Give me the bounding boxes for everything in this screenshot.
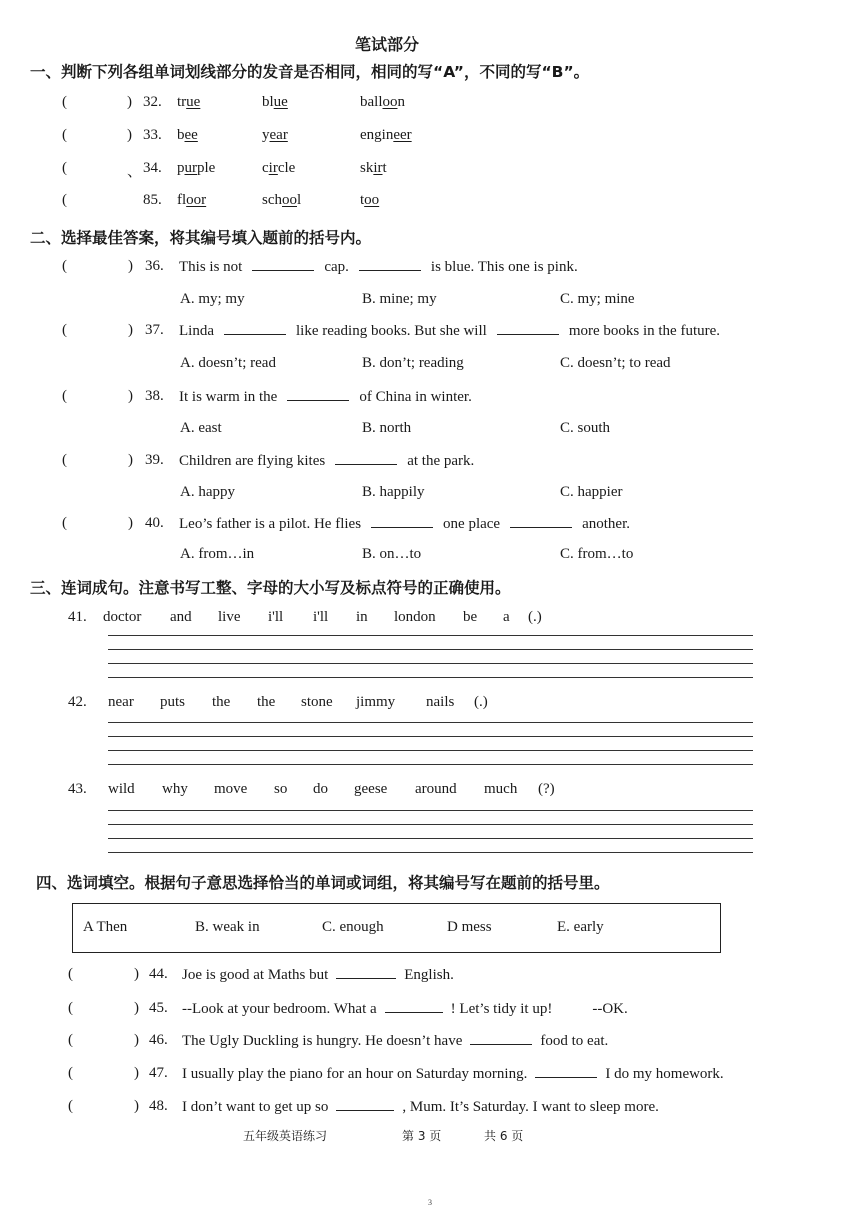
- answer-paren-open: (: [68, 1000, 73, 1016]
- phonics-word: [360, 94, 405, 111]
- question-segment: It is warm in the: [179, 389, 278, 405]
- scrambled-word: wild: [108, 781, 135, 797]
- scrambled-word: jimmy: [356, 694, 396, 710]
- phonics-word: [262, 127, 288, 144]
- question-segment: at the park.: [407, 453, 475, 469]
- section-3-instruction: 三、连词成句。注意书写工整、字母的大小写及标点符号的正确使用。: [30, 579, 511, 597]
- answer-blank[interactable]: [72, 388, 124, 406]
- footer-page: 第 3 页: [402, 1129, 442, 1143]
- word-part: n: [397, 94, 405, 110]
- scrambled-word: live: [218, 609, 241, 625]
- answer-option[interactable]: B. on…to: [362, 546, 422, 562]
- answer-option[interactable]: A. happy: [180, 484, 235, 500]
- fill-in-blank[interactable]: [359, 258, 421, 271]
- question-number: 48.: [149, 1098, 168, 1114]
- answer-option[interactable]: B. mine; my: [362, 291, 437, 307]
- question-text: [182, 1032, 608, 1050]
- question-number: 46.: [149, 1032, 168, 1048]
- answer-blank[interactable]: [72, 94, 124, 112]
- scrambled-word: the: [212, 694, 231, 710]
- question-text: [182, 966, 454, 984]
- answer-paren-open: (: [62, 160, 67, 176]
- scrambled-word: and: [170, 609, 192, 625]
- question-segment: I do my homework.: [605, 1066, 724, 1082]
- question-text: [182, 1000, 628, 1018]
- underlined-letters: eer: [393, 127, 412, 143]
- answer-option[interactable]: C. south: [560, 420, 611, 436]
- answer-blank[interactable]: [72, 258, 124, 276]
- question-number: 38.: [145, 388, 164, 404]
- word-part: bl: [262, 94, 274, 110]
- answer-option[interactable]: A. doesn’t; read: [180, 355, 276, 371]
- fill-in-blank[interactable]: [385, 1000, 443, 1013]
- phonics-word: [360, 192, 379, 209]
- word-bank-box: [72, 903, 721, 953]
- answer-blank[interactable]: [72, 192, 124, 210]
- answer-paren-open: (: [62, 127, 67, 143]
- scrambled-word: (?): [538, 781, 555, 797]
- fill-in-blank[interactable]: [336, 966, 396, 979]
- question-segment: Leo’s father is a pilot. He flies: [179, 516, 362, 532]
- answer-blank[interactable]: [72, 452, 124, 470]
- question-number: 41.: [68, 609, 87, 625]
- answer-paren-close: ): [128, 388, 133, 404]
- footer-subject: 五年级英语练习: [243, 1129, 328, 1143]
- question-text: [179, 388, 472, 406]
- answer-option[interactable]: A. my; my: [180, 291, 245, 307]
- word-part: t: [382, 160, 387, 176]
- word-part: c: [262, 160, 269, 176]
- answer-paren-close: ): [128, 515, 133, 531]
- phonics-word: [177, 94, 200, 111]
- answer-paren-open: (: [62, 192, 67, 208]
- underlined-letters: ee: [184, 127, 198, 143]
- answer-option[interactable]: A. from…in: [180, 546, 255, 562]
- answer-paren-close: ): [134, 1098, 139, 1114]
- scrambled-word: do: [313, 781, 328, 797]
- question-text: [182, 1065, 724, 1083]
- word-part: engin: [360, 127, 394, 143]
- question-number: 33.: [143, 127, 162, 143]
- question-segment: Linda: [179, 323, 214, 339]
- answer-blank[interactable]: [78, 1000, 130, 1018]
- phonics-word: [360, 160, 387, 177]
- fill-in-blank[interactable]: [535, 1065, 597, 1078]
- section-4-instruction: 四、选词填空。根据句子意思选择恰当的单词或词组，将其编号写在题前的括号里。: [36, 874, 610, 892]
- phonics-word: [262, 94, 288, 111]
- answer-option[interactable]: A. east: [180, 420, 222, 436]
- question-number: 44.: [149, 966, 168, 982]
- answer-blank[interactable]: [72, 515, 124, 533]
- underlined-letters: oo: [282, 192, 297, 208]
- word-bank-option-a: A Then: [83, 919, 128, 935]
- word-part: l: [297, 192, 302, 208]
- answer-paren-close: ): [134, 1000, 139, 1016]
- question-number: 36.: [145, 258, 164, 274]
- underlined-letters: ur: [184, 160, 197, 176]
- answer-option[interactable]: C. doesn’t; to read: [560, 355, 671, 371]
- scrambled-word: doctor: [103, 609, 142, 625]
- word-part: sk: [360, 160, 374, 176]
- word-part: cle: [277, 160, 296, 176]
- answer-paren-open: (: [62, 388, 67, 404]
- answer-paren-close: ): [134, 1032, 139, 1048]
- answer-paren-close: ): [128, 452, 133, 468]
- writing-line[interactable]: [108, 764, 753, 765]
- page-number: 3: [428, 1198, 432, 1207]
- scrambled-word: i'll: [268, 609, 284, 625]
- answer-paren-close: ): [127, 127, 132, 143]
- writing-line[interactable]: [108, 635, 753, 636]
- word-bank-option-e: E. early: [557, 919, 604, 935]
- scrambled-word: london: [394, 609, 436, 625]
- word-part: sch: [262, 192, 282, 208]
- writing-line[interactable]: [108, 677, 753, 678]
- question-number: 32.: [143, 94, 162, 110]
- scrambled-word: a: [503, 609, 510, 625]
- question-segment: one place: [443, 516, 501, 532]
- question-segment: English.: [404, 967, 454, 983]
- fill-in-blank[interactable]: [287, 388, 349, 401]
- writing-line[interactable]: [108, 810, 753, 811]
- answer-paren-open: (: [68, 1065, 73, 1081]
- question-segment: Joe is good at Maths but: [182, 967, 329, 983]
- underlined-letters: oor: [186, 192, 207, 208]
- question-text: [179, 322, 720, 340]
- word-bank-option-d: D mess: [447, 919, 492, 935]
- question-number: 42.: [68, 694, 87, 710]
- question-number: 39.: [145, 452, 164, 468]
- phonics-word: [177, 127, 198, 144]
- section-1-instruction: 一、判断下列各组单词划线部分的发音是否相同，相同的写“A”，不同的写“B”。: [30, 63, 590, 81]
- underlined-letters: ir: [373, 160, 383, 176]
- question-segment: is blue. This one is pink.: [430, 259, 578, 275]
- fill-in-blank[interactable]: [252, 258, 314, 271]
- answer-paren-close: ): [134, 1065, 139, 1081]
- answer-blank[interactable]: [78, 1032, 130, 1050]
- word-part: b: [177, 127, 185, 143]
- question-segment: like reading books. But she will: [296, 323, 487, 339]
- question-segment: Children are flying kites: [179, 453, 326, 469]
- scrambled-word: in: [356, 609, 368, 625]
- underlined-letters: ir: [268, 160, 278, 176]
- phonics-word: [262, 160, 295, 177]
- answer-option[interactable]: B. happily: [362, 484, 425, 500]
- footer-total: 共 6 页: [484, 1129, 524, 1143]
- scrambled-word: move: [214, 781, 248, 797]
- answer-paren-close: ): [128, 258, 133, 274]
- scrambled-word: puts: [160, 694, 186, 710]
- question-number: 34.: [143, 160, 162, 176]
- writing-line[interactable]: [108, 736, 753, 737]
- answer-paren-open: (: [62, 515, 67, 531]
- question-segment: I don’t want to get up so: [182, 1099, 329, 1115]
- question-text: [182, 1098, 659, 1116]
- writing-line[interactable]: [108, 750, 753, 751]
- question-segment: ! Let’s tidy it up!: [450, 1001, 553, 1017]
- answer-paren-open: (: [62, 322, 67, 338]
- scrambled-word: stone: [301, 694, 333, 710]
- scrambled-word: (.): [474, 694, 488, 710]
- phonics-word: [360, 127, 412, 144]
- scrambled-word: near: [108, 694, 134, 710]
- page-title: 笔试部分: [355, 37, 420, 54]
- question-segment: , Mum. It’s Saturday. I want to sleep more.: [402, 1099, 659, 1115]
- fill-in-blank[interactable]: [510, 515, 572, 528]
- answer-option[interactable]: C. from…to: [560, 546, 634, 562]
- word-bank-option-c: C. enough: [322, 919, 384, 935]
- answer-option[interactable]: B. north: [362, 420, 412, 436]
- answer-blank[interactable]: [72, 322, 124, 340]
- scrambled-word: geese: [354, 781, 388, 797]
- answer-blank[interactable]: [72, 127, 124, 145]
- answer-paren-close: ): [127, 94, 132, 110]
- answer-paren-open: (: [62, 452, 67, 468]
- scrambled-word: around: [415, 781, 457, 797]
- writing-line[interactable]: [108, 824, 753, 825]
- word-part: p: [177, 160, 185, 176]
- writing-line[interactable]: [108, 838, 753, 839]
- word-part: fl: [177, 192, 187, 208]
- scrambled-word: much: [484, 781, 518, 797]
- word-part: ball: [360, 94, 383, 110]
- answer-option[interactable]: B. don’t; reading: [362, 355, 464, 371]
- question-segment: more books in the future.: [568, 323, 721, 339]
- word-part: t: [360, 192, 365, 208]
- answer-paren-close: ): [134, 966, 139, 982]
- question-segment: --OK.: [592, 1001, 628, 1017]
- word-part: y: [262, 127, 270, 143]
- writing-line[interactable]: [108, 722, 753, 723]
- question-segment: This is not: [179, 259, 243, 275]
- answer-option[interactable]: C. my; mine: [560, 291, 635, 307]
- answer-option[interactable]: C. happier: [560, 484, 623, 500]
- question-number: 47.: [149, 1065, 168, 1081]
- question-segment: --Look at your bedroom. What a: [182, 1001, 377, 1017]
- answer-blank[interactable]: [78, 966, 130, 984]
- question-text: [179, 258, 578, 276]
- answer-paren-close: 、: [127, 164, 143, 180]
- underlined-letters: oo: [364, 192, 380, 208]
- scrambled-word: be: [463, 609, 478, 625]
- phonics-word: [177, 160, 215, 177]
- scrambled-word: why: [162, 781, 188, 797]
- answer-paren-open: (: [68, 1032, 73, 1048]
- scrambled-word: (.): [528, 609, 542, 625]
- underlined-letters: ear: [269, 127, 288, 143]
- answer-blank[interactable]: [78, 1098, 130, 1116]
- fill-in-blank[interactable]: [470, 1032, 532, 1045]
- answer-paren-open: (: [62, 258, 67, 274]
- question-segment: food to eat.: [540, 1033, 609, 1049]
- scrambled-word: nails: [426, 694, 455, 710]
- fill-in-blank[interactable]: [335, 452, 397, 465]
- word-part: ple: [197, 160, 216, 176]
- phonics-word: [177, 192, 206, 209]
- writing-line[interactable]: [108, 852, 753, 853]
- question-text: [179, 515, 630, 533]
- fill-in-blank[interactable]: [371, 515, 433, 528]
- answer-blank[interactable]: [78, 1065, 130, 1083]
- answer-paren-close: ): [128, 322, 133, 338]
- section-2-instruction: 二、选择最佳答案，将其编号填入题前的括号内。: [30, 229, 372, 247]
- question-segment: of China in winter.: [359, 389, 472, 405]
- answer-paren-open: (: [62, 94, 67, 110]
- answer-paren-open: (: [68, 1098, 73, 1114]
- question-number: 85.: [143, 192, 162, 208]
- scrambled-word: the: [257, 694, 276, 710]
- question-number: 43.: [68, 781, 87, 797]
- scrambled-word: i'll: [313, 609, 329, 625]
- writing-line[interactable]: [108, 649, 753, 650]
- underlined-letters: oo: [382, 94, 398, 110]
- fill-in-blank[interactable]: [336, 1098, 394, 1111]
- phonics-word: [262, 192, 301, 209]
- writing-line[interactable]: [108, 663, 753, 664]
- word-part: tr: [177, 94, 187, 110]
- question-text: [179, 452, 474, 470]
- question-segment: cap.: [324, 259, 349, 275]
- fill-in-blank[interactable]: [224, 322, 286, 335]
- underlined-letters: ue: [186, 94, 201, 110]
- answer-blank[interactable]: [72, 160, 124, 178]
- underlined-letters: ue: [273, 94, 288, 110]
- question-segment: I usually play the piano for an hour on Saturday morning.: [182, 1066, 528, 1082]
- answer-paren-open: (: [68, 966, 73, 982]
- fill-in-blank[interactable]: [497, 322, 559, 335]
- question-number: 40.: [145, 515, 164, 531]
- question-segment: The Ugly Duckling is hungry. He doesn’t have: [182, 1033, 463, 1049]
- word-bank-option-b: B. weak in: [195, 919, 260, 935]
- scrambled-word: so: [274, 781, 288, 797]
- question-number: 37.: [145, 322, 164, 338]
- question-number: 45.: [149, 1000, 168, 1016]
- question-segment: another.: [582, 516, 630, 532]
